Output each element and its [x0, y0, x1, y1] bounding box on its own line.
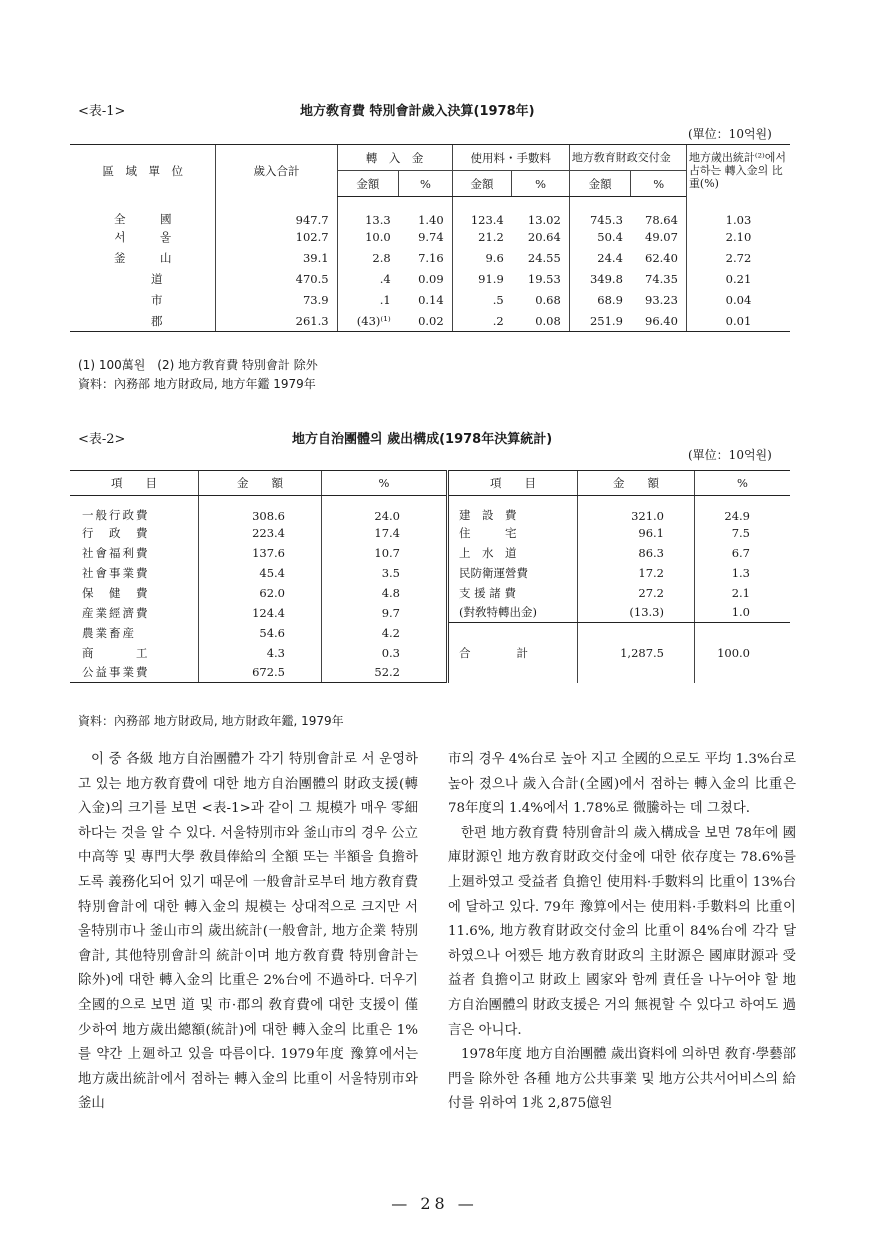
- t1-cell-t-pct: 0.02: [399, 311, 453, 332]
- t1-cell-total: 947.7: [216, 197, 337, 227]
- t2-left-item: 公益事業費: [70, 663, 199, 683]
- t1-cell-t-pct: 9.74: [418, 230, 444, 244]
- t1-header-fees: 使用料・手數料: [452, 145, 569, 171]
- t1-cell-g-pct: 62.40: [645, 251, 678, 265]
- t2-left-pct: 24.0: [322, 496, 448, 523]
- t1-cell-t-amt: .1: [337, 290, 399, 311]
- t1-header-region: 區 域 單 位: [70, 145, 216, 197]
- t2-header-item: 項 目: [70, 471, 199, 496]
- t1-cell-total: 102.7: [216, 227, 337, 248]
- t1-cell-t-pct: 7.16: [418, 251, 444, 265]
- t1-cell-ratio: 1.03: [686, 197, 790, 227]
- t1-cell-g-amt: 68.9: [569, 290, 631, 311]
- t1-cell-g-amt: 251.9: [569, 311, 631, 332]
- t2-left-pct: 17.4: [322, 523, 448, 543]
- body-paragraph: 한편 地方敎育費 特別會計의 歲入構成을 보면 78年에 國庫財源인 地方敎育財政交付金에 대한 依存度는 78.6%를 上廻하였고 受益者 負擔인 使用料·手數料의 比重이 13%台에 달하고 있다. 79年 豫算에서는 使用料·手數料의 比重이 11.6%, 地方敎育財政交付金의 比重이 84%台에 각각 달하였으나 어쨌든 地方敎育財政의 主財源은 國庫財源과 受益者 負擔이고 財政上 國家와 함께 責任을 나누어야 할 地方自治團體의 財政支援은 거의 無視할 수 있다고 하여도 過言은 아니다.: [448, 825, 796, 1038]
- t1-cell-t-amt: .4: [337, 269, 399, 290]
- table1-label: <表-1>: [78, 104, 126, 119]
- t2-right-pct: 6.7: [695, 543, 791, 563]
- t1-cell-t-amt: (43)⁽¹⁾: [337, 311, 399, 332]
- table2-label: <表-2>: [78, 432, 126, 447]
- t1-cell-f-amt: 123.4: [452, 197, 512, 227]
- t2-row: [70, 603, 790, 623]
- t2-left-item: 産業經濟費: [82, 605, 150, 620]
- t1-cell-ratio: 0.21: [686, 269, 790, 290]
- t1-cell-f-pct: 13.02: [527, 212, 561, 227]
- t2-total-label: 合 計: [448, 623, 578, 683]
- t2-right-pct: 7.5: [695, 523, 791, 543]
- t1-cell-t-pct: 0.14: [418, 293, 444, 307]
- t2-row: [70, 583, 790, 603]
- t1-cell-f-pct: 0.08: [512, 311, 570, 332]
- t2-left-amount: 308.6: [199, 496, 322, 523]
- t1-cell-f-amt: 21.2: [452, 227, 512, 248]
- t2-left-amount: 137.6: [199, 543, 322, 563]
- t1-cell-region: 釜 山: [113, 251, 172, 265]
- t1-header-total: 歲入合計: [216, 145, 337, 197]
- t1-header-ratio: 地方歲出統計⁽²⁾에서 占하는 轉入金의 比重(%): [686, 145, 790, 197]
- t2-left-amount: 54.6: [199, 623, 322, 643]
- t2-left-item: 一般行政費: [82, 507, 150, 522]
- t2-header-pct: %: [322, 471, 448, 496]
- t1-header-transfer: 轉 入 金: [337, 145, 452, 171]
- t2-right-item: 民防衛運營費: [448, 563, 578, 583]
- t2-total-pct: 100.0: [695, 623, 791, 683]
- t1-cell-f-amt: .2: [452, 311, 512, 332]
- t2-left-pct: 52.2: [322, 663, 448, 683]
- t2-row: [70, 563, 790, 583]
- t1-cell-f-amt: 9.6: [452, 248, 512, 269]
- t2-right-amount: 96.1: [578, 523, 695, 543]
- t1-cell-g-pct: 74.35: [645, 272, 678, 286]
- t1-cell-g-amt: 745.3: [569, 197, 631, 227]
- t2-left-pct: 9.7: [322, 603, 448, 623]
- t1-header-grant: 地方敎育財政交付金: [569, 145, 686, 171]
- t2-row: [70, 543, 790, 563]
- t1-sub-pct: %: [399, 171, 453, 197]
- table1-note: (1) 100萬원 (2) 地方敎育費 特別會計 除外: [78, 358, 318, 372]
- t1-sub-amount: 金額: [337, 171, 399, 197]
- t2-left-pct: 4.2: [322, 623, 448, 643]
- t1-sub-amount: 金額: [452, 171, 512, 197]
- t2-left-amount: 62.0: [199, 583, 322, 603]
- t1-cell-ratio: 2.10: [686, 227, 790, 248]
- t2-left-pct: 10.7: [322, 543, 448, 563]
- table2: [70, 470, 790, 683]
- t1-cell-total: 261.3: [216, 311, 337, 332]
- t1-cell-ratio: 0.04: [686, 290, 790, 311]
- t2-left-amount: 4.3: [199, 643, 322, 663]
- t1-row: [70, 197, 790, 227]
- t2-left-pct: 3.5: [322, 563, 448, 583]
- t2-row: [70, 623, 790, 643]
- t1-row: [70, 227, 790, 248]
- table1-unit: (單位：10억원): [688, 127, 772, 141]
- t2-right-amount: (13.3): [578, 603, 695, 623]
- t2-right-pct: 1.3: [695, 563, 791, 583]
- table2-title: 地方自治團體의 歲出構成(1978年決算統計): [292, 432, 553, 447]
- t2-right-item: 上 水 道: [448, 543, 578, 563]
- t2-right-item: 住 宅: [448, 523, 578, 543]
- t1-cell-t-amt: 13.3: [337, 197, 399, 227]
- t1-cell-t-amt: 2.8: [337, 248, 399, 269]
- t2-left-pct: 0.3: [322, 643, 448, 663]
- table2-source: 資料：內務部 地方財政局, 地方財政年鑑, 1979年: [78, 714, 344, 728]
- t2-total-amount: 1,287.5: [578, 623, 695, 683]
- t1-cell-ratio: 0.01: [686, 311, 790, 332]
- t1-cell-f-pct: 0.68: [535, 293, 561, 307]
- t1-cell-ratio: 2.72: [686, 248, 790, 269]
- t1-cell-f-amt: .5: [452, 290, 512, 311]
- body-paragraph: 이 중 各級 地方自治團體가 각기 特別會計로 서 운영하고 있는 地方敎育費에 대한 地方自治團體의 財政支援(轉入金)의 크기를 보면 <表-1>과 같이 그 規模가 매우 零細하다는 것을 알 수 있다. 서울特別市와 釜山市의 경우 公立 中高等 및 專門大學 敎員俸給의 全額 또는 半額을 負擔하도록 義務化되어 있기 때문에 一般會計로부터 地方敎育費 特別會計에 대한 轉入金의 規模는 상대적으로 크지만 서울特別市나 釜山市의 歲出統計(一般會計, 地方企業 特別會計, 其他特別會計의 統計이며 地方敎育費 特別會計는 除外)에 대한 轉入金의 比重은 2%台에 不過하다. 더우기 全國的으로 보면 道 및 市·郡의 敎育費에 대한 支援이 僅少하여 地方歲出總額(統計)에 대한 轉入金의 比重은 1%를 약간 上廻하고 있을 따름이다. 1979年度 豫算에서는 地方歲出統計에서 점하는 轉入金의 比重이 서울特別市와 釜山: [78, 752, 418, 1112]
- page-number: — 28 —: [391, 1194, 478, 1213]
- t1-cell-total: 73.9: [216, 290, 337, 311]
- t1-cell-g-amt: 349.8: [569, 269, 631, 290]
- t2-left-item: 社會事業費: [82, 565, 150, 580]
- t2-header-amount: 金 額: [578, 471, 695, 496]
- t2-right-item: (對敎特轉出金): [448, 603, 578, 623]
- t1-cell-t-pct: 1.40: [418, 212, 444, 227]
- t1-cell-g-pct: 49.07: [645, 230, 678, 244]
- t2-left-amount: 672.5: [199, 663, 322, 683]
- t2-left-amount: 45.4: [199, 563, 322, 583]
- body-right-column: [448, 748, 796, 1117]
- t2-right-amount: 86.3: [578, 543, 695, 563]
- t1-cell-g-pct: 93.23: [645, 293, 678, 307]
- t2-header-pct: %: [695, 471, 791, 496]
- t1-row: [70, 269, 790, 290]
- t1-sub-pct: %: [512, 171, 570, 197]
- t2-left-pct: 4.8: [322, 583, 448, 603]
- t1-sub-pct: %: [631, 171, 687, 197]
- t1-cell-region: 全 國: [113, 211, 172, 226]
- t2-header-amount: 金 額: [199, 471, 322, 496]
- t1-cell-region: 郡: [70, 311, 216, 332]
- t2-right-amount: 321.0: [578, 496, 695, 523]
- t1-cell-region: 道: [150, 272, 163, 286]
- body-paragraph: 市의 경우 4%台로 높아 지고 全國的으로도 平均 1.3%台로 높아 졌으나 歲入合計(全國)에서 점하는 轉入金의 比重은 78年度의 1.4%에서 1.78%로 微騰하는 데 그쳤다.: [448, 752, 796, 817]
- t2-right-amount: 27.2: [578, 583, 695, 603]
- t2-left-item: 保 健 費: [82, 585, 150, 600]
- t2-left-item: 社會福利費: [82, 545, 150, 560]
- t1-sub-amount: 金額: [569, 171, 631, 197]
- t1-cell-g-amt: 24.4: [569, 248, 631, 269]
- t2-right-pct: 24.9: [695, 496, 791, 523]
- table1-title: 地方敎育費 特別會計歲入決算(1978年): [300, 104, 535, 119]
- t1-cell-total: 39.1: [216, 248, 337, 269]
- t2-left-amount: 223.4: [199, 523, 322, 543]
- body-left-column: [78, 748, 418, 1117]
- t1-cell-t-amt: 10.0: [337, 227, 399, 248]
- t1-cell-g-pct: 96.40: [631, 311, 687, 332]
- table2-unit: (單位：10억원): [688, 448, 772, 462]
- t1-row: [70, 311, 790, 332]
- t2-left-item: 商 工: [82, 645, 150, 660]
- t2-right-amount: 17.2: [578, 563, 695, 583]
- t1-cell-region: 서 울: [114, 230, 172, 244]
- t2-left-amount: 124.4: [199, 603, 322, 623]
- t1-cell-f-pct: 20.64: [527, 230, 561, 244]
- t1-cell-g-amt: 50.4: [569, 227, 631, 248]
- t2-right-item: 建 設 費: [448, 496, 578, 523]
- t1-row: [70, 290, 790, 311]
- table1-source: 資料：內務部 地方財政局, 地方年鑑 1979年: [78, 377, 316, 391]
- body-paragraph: 1978年度 地方自治團體 歲出資料에 의하면 敎育·學藝部門을 除外한 各種 地方公共事業 및 地方公共서어비스의 給付를 위하여 1兆 2,875億원: [448, 1047, 796, 1112]
- t1-cell-f-pct: 19.53: [527, 272, 561, 286]
- t1-cell-region: 市: [150, 293, 163, 307]
- table1: [70, 144, 790, 332]
- t2-row: [70, 496, 790, 523]
- t1-row: [70, 248, 790, 269]
- t2-right-item: 支 援 諸 費: [448, 583, 578, 603]
- t1-cell-f-pct: 24.55: [527, 251, 561, 265]
- t2-left-item: 農業畜産: [82, 625, 136, 640]
- t2-right-pct: 2.1: [695, 583, 791, 603]
- t1-cell-f-amt: 91.9: [452, 269, 512, 290]
- t1-cell-total: 470.5: [216, 269, 337, 290]
- t2-header-item: 項 目: [448, 471, 578, 496]
- t1-cell-t-pct: 0.09: [418, 272, 444, 286]
- t2-right-pct: 1.0: [695, 603, 791, 623]
- t2-row: [70, 523, 790, 543]
- t2-left-item: 行 政 費: [82, 525, 150, 540]
- t1-cell-g-pct: 78.64: [645, 212, 678, 227]
